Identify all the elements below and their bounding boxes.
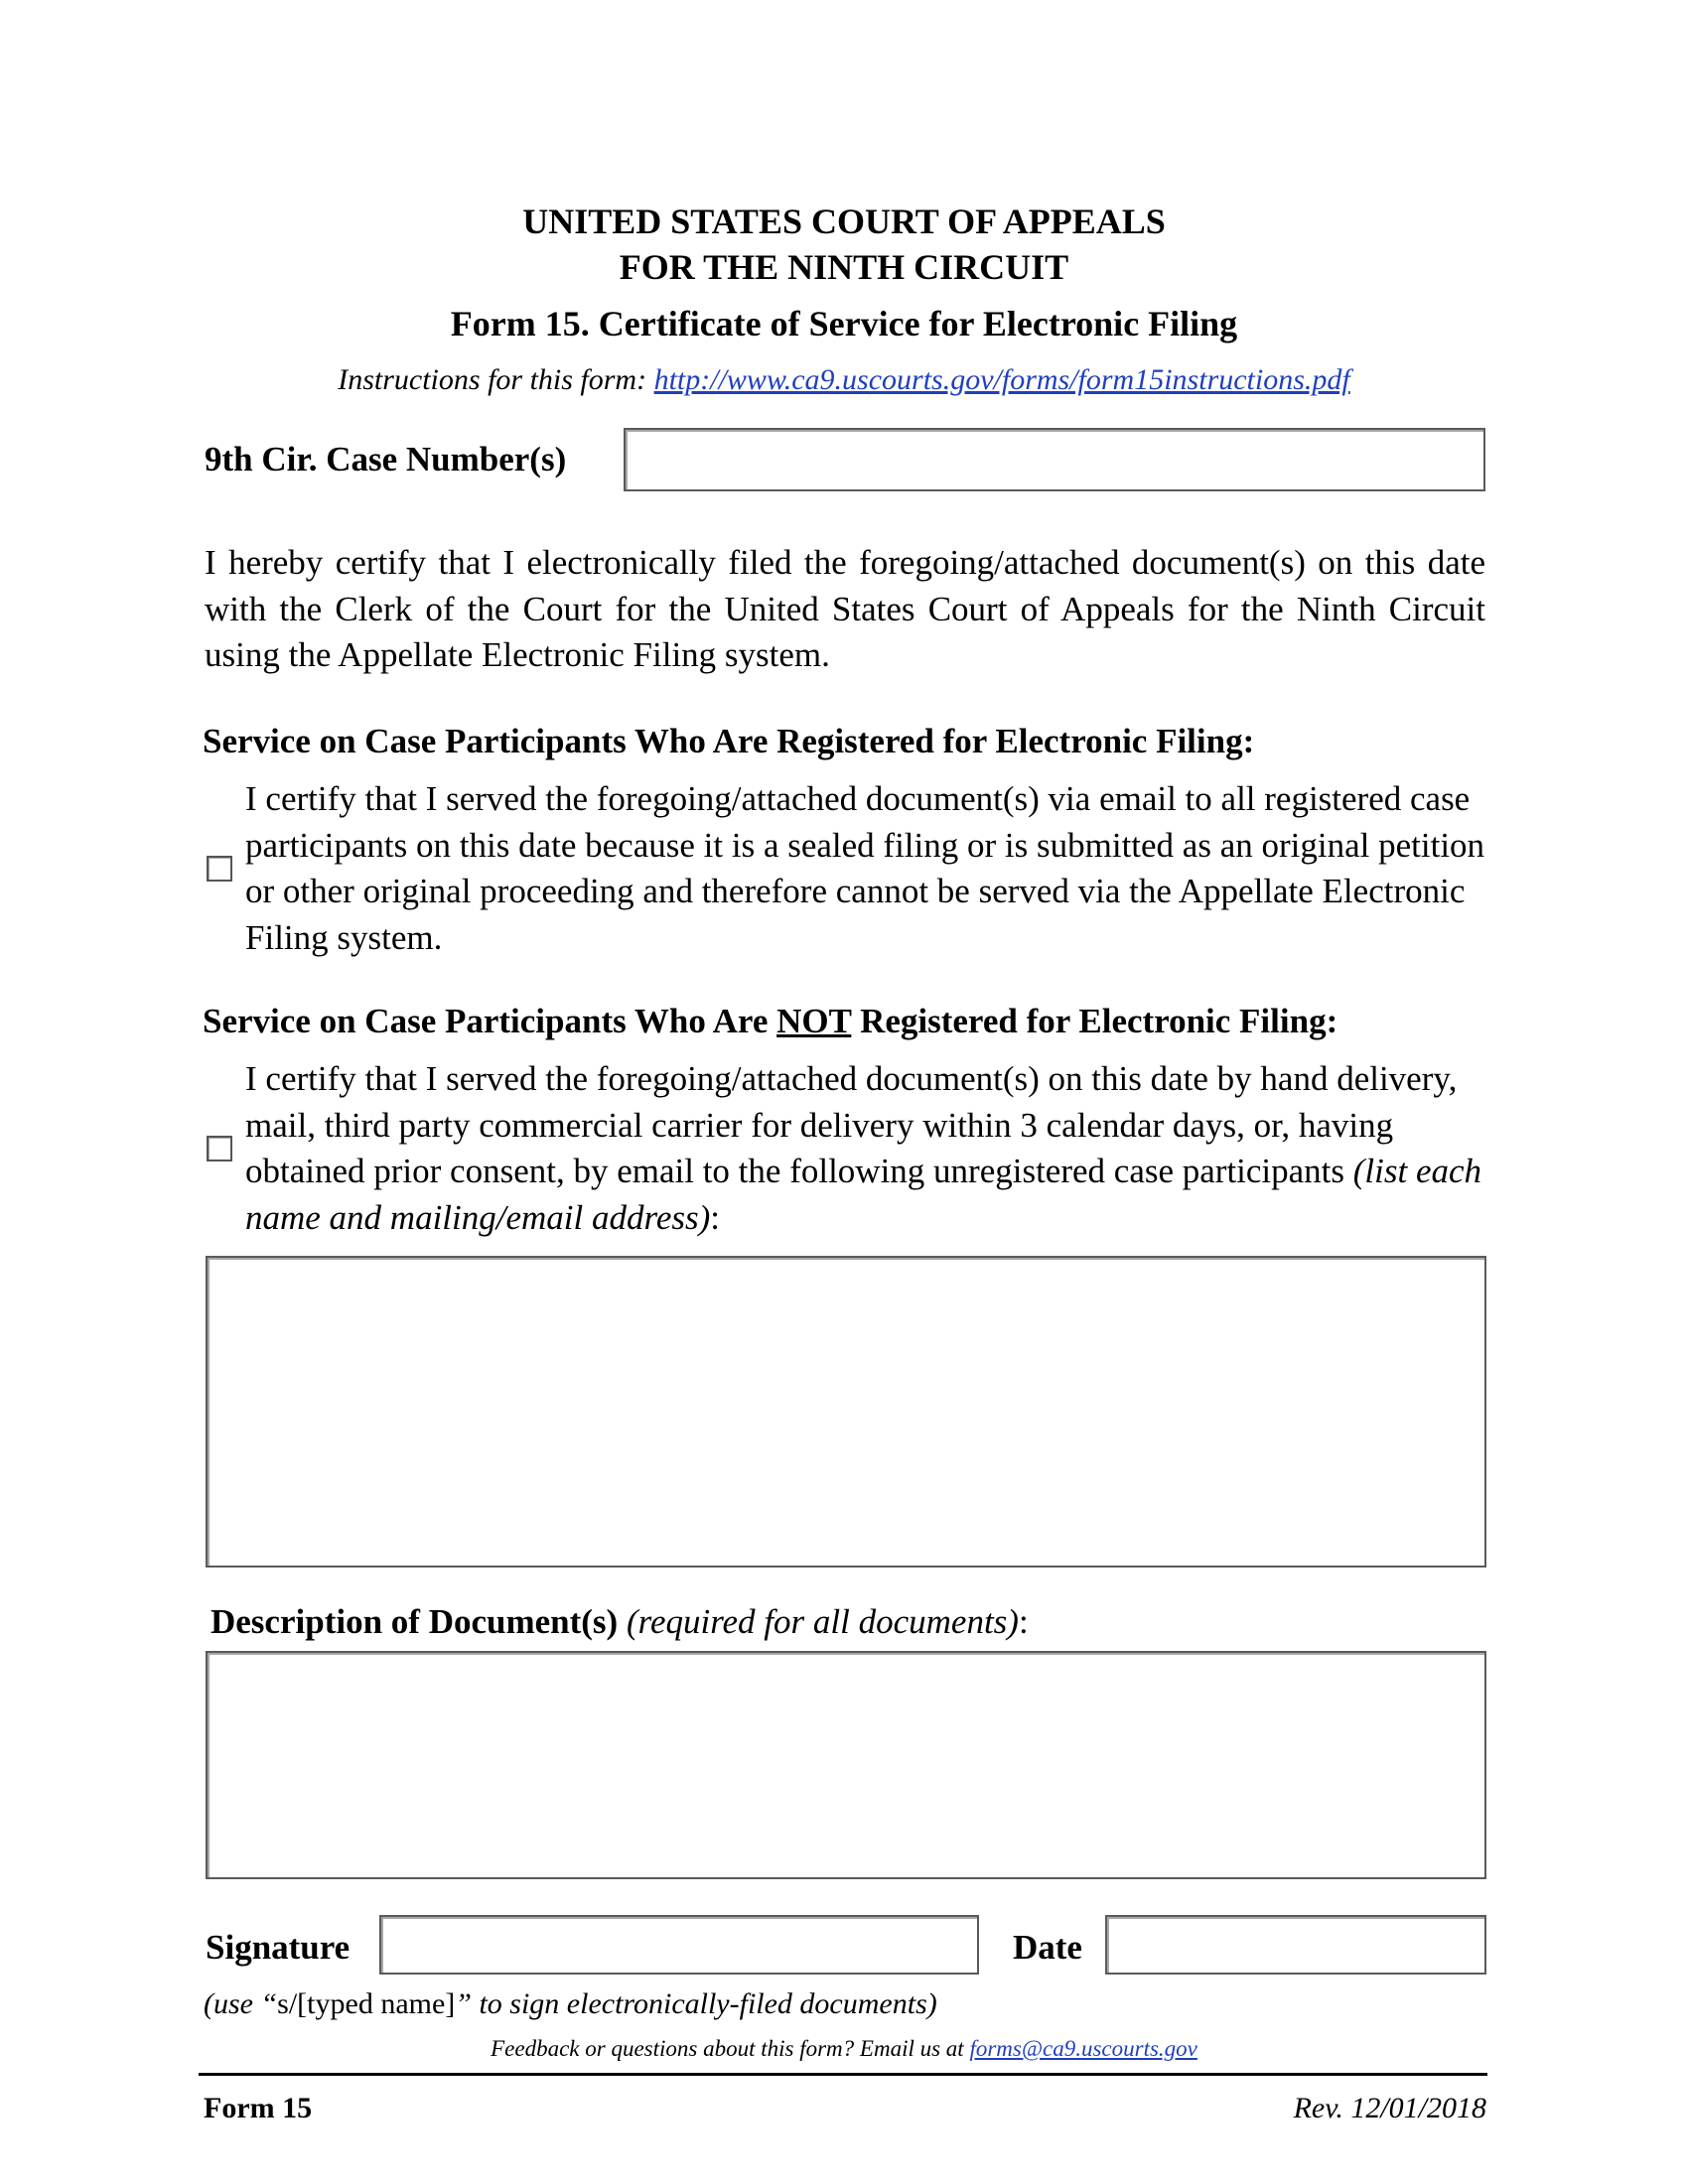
unregistered-heading-start: Service on Case Participants Who Are (203, 1002, 777, 1040)
registered-service-text: I certify that I served the foregoing/attached document(s) via email to all registered case participants on this date because it is a sealed filing or is submitted as an original petition or other original proceeding and therefore cannot be served via the Appellate Electronic Filing system. (245, 779, 1485, 957)
instructions-link[interactable]: http://www.ca9.uscourts.gov/forms/form15instructions.pdf (653, 363, 1350, 396)
feedback-email-link[interactable]: forms@ca9.uscourts.gov (969, 2036, 1197, 2061)
unregistered-text-main: I certify that I served the foregoing/attached document(s) on this date by hand delivery, mail, third party commercial carrier for delivery within 3 calendar days, or, having obtained prior consent, by email to the following unregistered case participants (245, 1059, 1458, 1190)
unregistered-service-text (245, 1056, 1486, 1241)
case-number-field[interactable] (624, 428, 1485, 491)
date-field[interactable] (1105, 1915, 1486, 1975)
description-field[interactable] (206, 1651, 1486, 1879)
signature-label: Signature (206, 1928, 351, 1967)
description-label: Description of Document(s) (211, 1602, 619, 1641)
unregistered-service-checkbox[interactable] (207, 1136, 232, 1161)
unregistered-text-end: : (710, 1197, 720, 1237)
unregistered-section-heading (203, 1002, 1337, 1041)
unregistered-participants-field[interactable] (206, 1256, 1486, 1568)
footer-revision: Rev. 12/01/2018 (1293, 2092, 1486, 2124)
signature-field[interactable] (379, 1915, 979, 1975)
instructions-line (0, 363, 1688, 397)
case-number-label: 9th Cir. Case Number(s) (205, 440, 567, 478)
court-name-line-2: FOR THE NINTH CIRCUIT (619, 247, 1069, 287)
unregistered-heading-end: Registered for Electronic Filing: (851, 1002, 1338, 1040)
description-hint-end: : (1018, 1602, 1029, 1641)
signature-hint-suffix: ” to sign electronically-filed documents) (455, 1987, 937, 2020)
registered-section-heading: Service on Case Participants Who Are Registered for Electronic Filing: (203, 722, 1255, 760)
date-label: Date (1013, 1928, 1082, 1967)
unregistered-text-italic: (list each name and mailing/email address) (245, 1152, 1482, 1237)
certification-paragraph: I hereby certify that I electronically filed the foregoing/attached document(s) on this date with the Clerk of the Court for the United States Court of Appeals for the Ninth Circuit using the Appellate Electronic Filing system. (205, 543, 1485, 674)
signature-hint-code: s/[typed name] (277, 1987, 456, 2020)
footer-form-label: Form 15 (204, 2092, 313, 2124)
description-label-line (211, 1602, 1029, 1642)
signature-hint (204, 1987, 937, 2021)
court-name-line-1: UNITED STATES COURT OF APPEALS (522, 202, 1166, 241)
unregistered-heading-not: NOT (776, 1002, 852, 1040)
feedback-text: Feedback or questions about this form? Email us at (491, 2036, 970, 2061)
feedback-line (0, 2036, 1688, 2062)
form-title: Form 15. Certificate of Service for Electronic Filing (450, 304, 1238, 343)
instructions-label: Instructions for this form: (338, 363, 654, 396)
description-hint: (required for all documents) (626, 1602, 1019, 1641)
footer-divider (199, 2073, 1487, 2076)
registered-service-checkbox[interactable] (207, 856, 232, 882)
signature-hint-prefix: (use “ (204, 1987, 278, 2020)
